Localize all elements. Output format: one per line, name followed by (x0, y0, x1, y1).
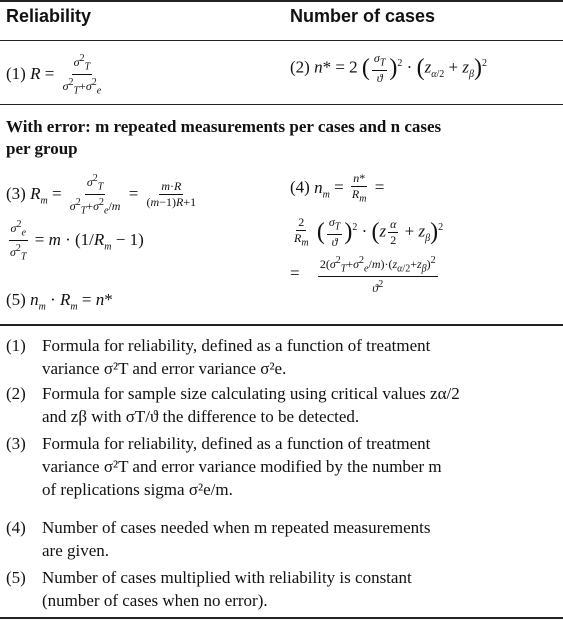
note-1-line-2: variance σ²T and error variance σ²e. (42, 359, 287, 378)
equation-4-label: (4) (290, 177, 310, 197)
equation-2: (2) n* = 2 ( $\frac{\sigma_T}{ϑ}$ )$^2 \cdot (z_{\alpha/2} + z_\beta)^2$ (290, 51, 487, 86)
header-reliability: Reliability (6, 6, 92, 26)
note-5-text (42, 566, 557, 612)
note-3-line-1: Formula for reliability, defined as a function of treatment (42, 434, 431, 453)
note-2-text (42, 382, 557, 428)
equation-5-label: (5) (6, 290, 26, 309)
note-4 (0, 516, 563, 562)
top-rule (0, 0, 563, 2)
header-rule (0, 40, 563, 41)
note-4-line-2: are given. (42, 541, 110, 560)
equation-1: (1) R = $\frac{\sigma^2_T}{\sigma^2_T+\sigma^2_e}$ (6, 53, 102, 97)
table-bottom-rule (0, 324, 563, 326)
equation-5: (5) $n_m \cdot R_m = n*$ (6, 290, 113, 313)
equation-2-label: (2) (290, 57, 310, 77)
row1-rule (0, 104, 563, 105)
note-1-text (42, 334, 557, 380)
note-3-number: (3) (6, 434, 26, 453)
note-1 (0, 334, 563, 380)
note-5-line-2: (number of cases when no error). (42, 591, 268, 610)
note-5 (0, 566, 563, 612)
note-3 (0, 432, 563, 502)
note-1-line-1: Formula for reliability, defined as a function of treatment (42, 336, 431, 355)
note-5-number: (5) (6, 568, 26, 587)
section-title-line-2: per group (6, 139, 78, 158)
note-4-text (42, 516, 557, 562)
section-title-line-1: With error: m repeated measurements per cases and n cases (6, 117, 442, 136)
equation-1-label: (1) (6, 63, 26, 83)
bottom-rule (0, 617, 563, 619)
equation-4-final: = $\frac{2(\sigma^2_T+\sigma^2_e/m)\cdot(z_{\alpha/2}+z_\beta)^2}{ϑ^2}$ (290, 255, 436, 296)
header-number-of-cases: Number of cases (290, 6, 436, 26)
note-2-line-1: Formula for sample size calculating using critical values zα/2 (42, 384, 460, 403)
note-3-line-3: of replications sigma σ²e/m. (42, 480, 233, 499)
note-2 (0, 382, 563, 428)
equation-3-variance-ratio: $\frac{\sigma^2_e}{\sigma^2_T}$ = $m \cdot (1/R_m - 1)$ (10, 219, 144, 263)
equation-3-label: (3) (6, 183, 26, 203)
note-3-line-2: variance σ²T and error variance modified by the number m (42, 457, 442, 476)
note-5-line-1: Number of cases multiplied with reliability is constant (42, 568, 412, 587)
note-2-line-2: and zβ with σT/ϑ the difference to be detected. (42, 407, 360, 426)
note-1-number: (1) (6, 336, 26, 355)
note-3-text (42, 432, 557, 501)
equation-4: (4) $n_m$ = $\frac{n*}{R_m}$ = (290, 171, 385, 205)
section-title (6, 116, 441, 160)
note-4-number: (4) (6, 518, 26, 537)
equation-3: (3) $R_m$ = $\frac{\sigma^2_T}{\sigma^2_T+\sigma^2_e/m}$ = $\frac{m\cdot R}{(m-1)R+1}$ (6, 173, 197, 217)
note-2-number: (2) (6, 384, 26, 403)
equation-4-expanded: $\frac{2}{R_m}$ ( $\frac{\sigma_T}{ϑ}$ )$^2$ · (z $\frac{\alpha}{2}$ + $z_\beta)^2$ (294, 215, 444, 250)
note-4-line-1: Number of cases needed when m repeated measurements (42, 518, 431, 537)
